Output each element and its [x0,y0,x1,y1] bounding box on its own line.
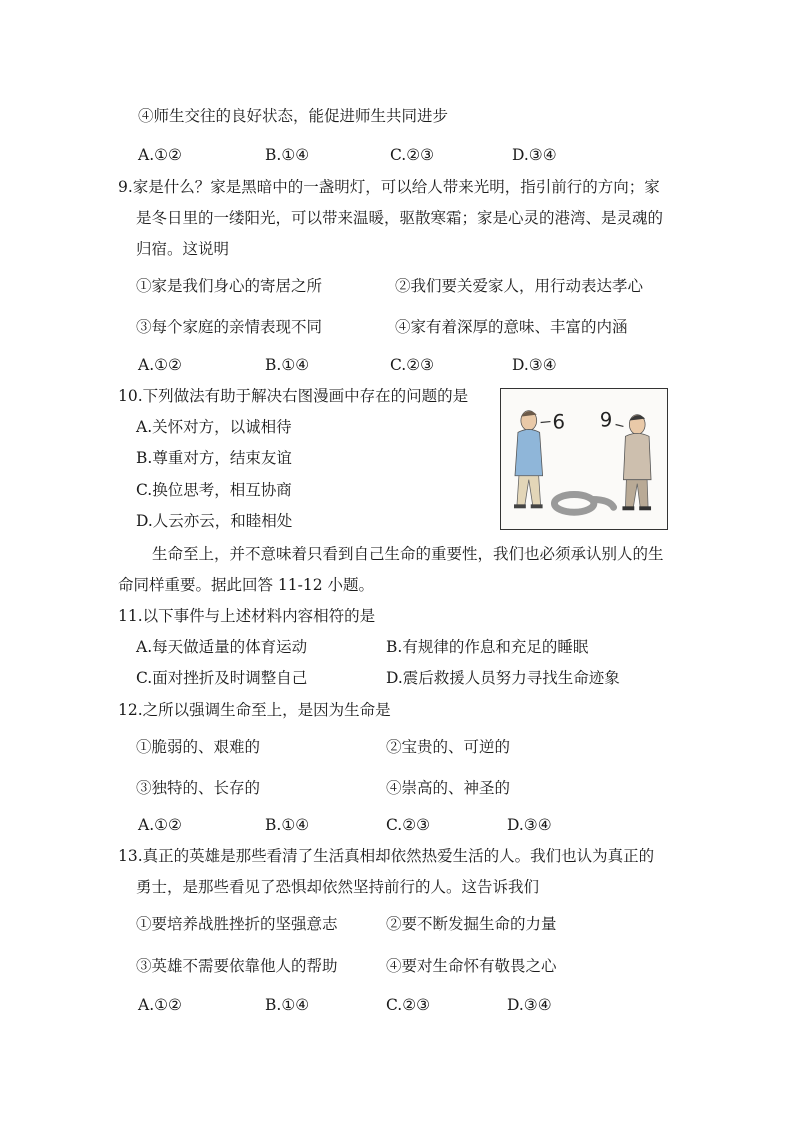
q8-option-b: B.①④ [265,146,310,164]
q11-option-b: B.有规律的作息和充足的睡眠 [386,638,589,656]
q12-item-1: ①脆弱的、艰难的 [136,738,261,756]
q9-item-4: ④家有着深厚的意味、丰富的内涵 [395,318,628,336]
left-speech-digit: 6 [552,410,565,434]
q8-option-a: A.①② [138,146,182,164]
q13-option-d: D.③④ [507,996,552,1014]
q9-option-d: D.③④ [512,356,557,374]
q12-item-4: ④崇高的、神圣的 [386,779,511,797]
q11-option-a: A.每天做适量的体育运动 [136,638,308,656]
q9-item-3: ③每个家庭的亲情表现不同 [136,318,323,336]
cartoon-illustration [501,389,667,529]
q10-option-b: B.尊重对方，结束友谊 [136,449,292,467]
q12-item-2: ②宝贵的、可逆的 [386,738,511,756]
q9-stem-line-3: 归宿。这说明 [136,240,230,258]
q13-option-a: A.①② [138,996,182,1014]
floor-digit-shape [554,494,613,512]
q11-option-d: D.震后救援人员努力寻找生命迹象 [386,669,620,687]
q8-option-c: C.②③ [390,146,435,164]
q9-stem-line-1: 9.家是什么？家是黑暗中的一盏明灯，可以给人带来光明，指引前行的方向；家 [118,178,660,196]
q9-item-2: ②我们要关爱家人，用行动表达孝心 [395,277,644,295]
q11-stem: 11.以下事件与上述材料内容相符的是 [118,607,376,625]
q9-option-c: C.②③ [390,356,435,374]
q13-item-4: ④要对生命怀有敬畏之心 [386,957,557,975]
q11-option-c: C.面对挫折及时调整自己 [136,669,308,687]
q13-option-b: B.①④ [265,996,310,1014]
q12-stem: 12.之所以强调生命至上，是因为生命是 [118,701,391,719]
q10-stem: 10.下列做法有助于解决右图漫画中存在的问题的是 [118,387,469,405]
left-man-figure [514,411,543,509]
q12-option-d: D.③④ [507,816,552,834]
q13-item-2: ②要不断发掘生命的力量 [386,915,557,933]
q9-item-1: ①家是我们身心的寄居之所 [136,277,323,295]
right-man-figure [622,415,651,511]
q12-item-3: ③独特的、长存的 [136,779,261,797]
q10-option-a: A.关怀对方，以诚相待 [136,418,292,436]
q10-option-d: D.人云亦云，和睦相处 [136,512,293,530]
material-line-2: 命同样重要。据此回答 11-12 小题。 [118,576,375,594]
q10-option-c: C.换位思考，相互协商 [136,481,292,499]
q13-option-c: C.②③ [386,996,431,1014]
q8-option-d: D.③④ [512,146,557,164]
q13-item-3: ③英雄不需要依靠他人的帮助 [136,957,338,975]
q13-stem-line-1: 13.真正的英雄是那些看清了生活真相却依然热爱生活的人。我们也认为真正的 [118,847,655,865]
right-speech-digit: 9 [599,408,613,432]
q8-item-4: ④师生交往的良好状态，能促进师生共同进步 [138,107,449,125]
q9-option-a: A.①② [138,356,182,374]
q13-item-1: ①要培养战胜挫折的坚强意志 [136,915,338,933]
q9-stem-line-2: 是冬日里的一缕阳光，可以带来温暖，驱散寒霜；家是心灵的港湾、是灵魂的 [136,209,664,227]
q12-option-a: A.①② [138,816,182,834]
q9-option-b: B.①④ [265,356,310,374]
q12-option-b: B.①④ [265,816,310,834]
cartoon-six-or-nine [500,388,668,530]
material-line-1: 生命至上，并不意味着只看到自己生命的重要性，我们也必须承认别人的生 [152,545,664,563]
q12-option-c: C.②③ [386,816,431,834]
q13-stem-line-2: 勇士，是那些看见了恐惧却依然坚持前行的人。这告诉我们 [136,878,540,896]
